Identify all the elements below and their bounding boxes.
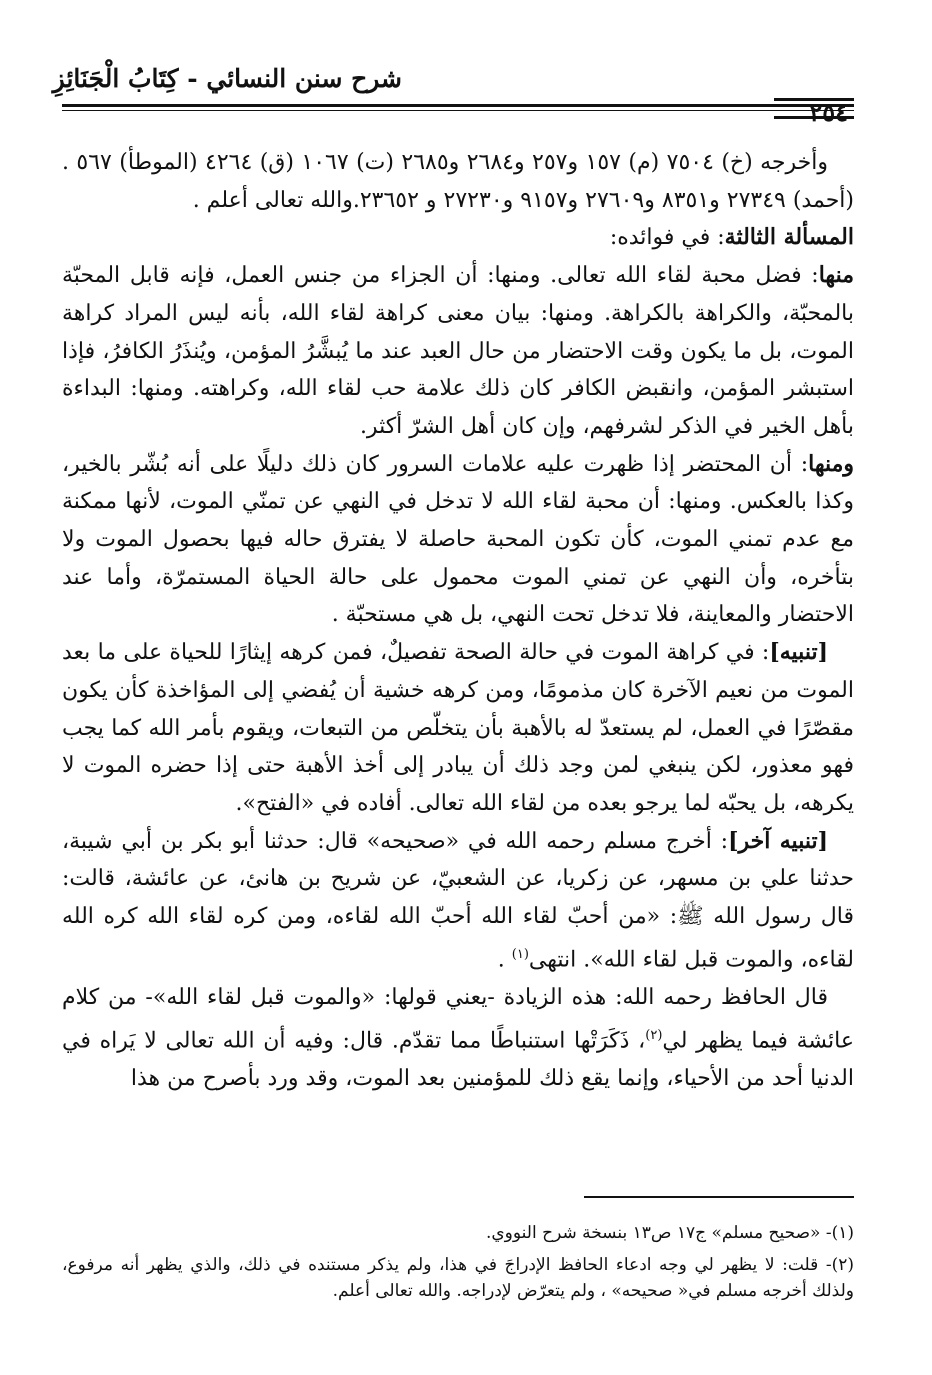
footnote-ref: (٢) [645, 1027, 663, 1043]
paragraph-masala [62, 219, 854, 257]
footnote-2: (٢)- قلت: لا يظهر لي وجه ادعاء الحافظ الإدراجَ في هذا، ولم يذكر مستنده في ذلك، والذي يظهر أنه مرفوع، ولذلك أخرجه مسلم في« صحيحه» ، ولم يتعرّض لإدراجه. والله تعالى أعلم. [62, 1255, 854, 1301]
paragraph-text-end: . [497, 947, 512, 973]
body-text [62, 144, 854, 1097]
book-page [52, 58, 855, 1338]
paragraph-tanbih-akhar [62, 823, 854, 979]
paragraph-hafiz [62, 979, 854, 1097]
footnote-1: (١)- «صحيح مسلم» ج١٧ ص١٣ بنسخة شرح النووي. [485, 1223, 854, 1243]
lead-word: [تنبيه] [769, 639, 828, 666]
paragraph-takhrij: وأخرجه (خ) ٧٥٠٤ (م) ١٥٧ و٢٥٧ و٢٦٨٤ و٢٦٨٥ (ت) ١٠٦٧ (ق) ٤٢٦٤ (الموطأ) ٥٦٧ . (أحمد) ٢٧٣٤٩ و٨٣٥١ و٢٧٦٠٩ و٩١٥٧ و٢٧٢٣٠ و ٢٣٦٥٢.والله تعالى أعلم . [62, 150, 854, 213]
footnote-separator [584, 1196, 854, 1198]
header-rule-thin [62, 110, 854, 111]
paragraph-text: : أخرج مسلم رحمه الله في «صحيحه» قال: حدثنا أبو بكر بن أبي شيبة، حدثنا علي بن مسهر، عن زكريا، عن الشعبيّ، عن شريح بن هانئ، عن عائشة، قالت: قال رسول الله ﷺ: «من أحبّ لقاء الله أحبّ الله لقاءه، ومن كره لقاء الله كره الله لقاءه، والموت قبل لقاء الله». انتهى [62, 828, 854, 973]
header-rule [62, 104, 854, 107]
paragraph-tanbih [62, 634, 854, 823]
paragraph-text: : أن المحتضر إذا ظهرت عليه علامات السرور كان ذلك دليلًا على أنه بُشّر بالخير، وكذا بالعكس. ومنها: أن محبة لقاء الله لا تدخل في النهي عن تمنّي الموت، لأنها ممكنة مع عدم تمني الموت، كأن تكون المحبة حاصلة لا يفترق حاله فيها بحصول الموت ولا بتأخره، وأن النهي عن تمني الموت محمول على حالة الحياة المستمرّة، وأما عند الاحتضار والمعاينة، فلا تدخل تحت النهي، بل هي مستحبّة . [62, 451, 854, 628]
section-heading-rest: : في فوائده: [609, 225, 725, 251]
running-title: شرح سنن النسائي - كِتَابُ الْجَنَائِزِ [52, 64, 402, 93]
lead-word: [تنبيه آخر] [728, 827, 829, 854]
page-number: ٢٥٤ [809, 98, 848, 127]
section-heading: المسألة الثالثة [724, 224, 854, 251]
paragraph-text: قال الحافظ رحمه الله: هذه الزيادة -يعني قولها: «والموت قبل لقاء الله»- من كلام عائشة فيما يظهر لي [62, 984, 855, 1053]
paragraph-text: : في كراهة الموت في حالة الصحة تفصيلٌ، فمن كرهه إيثارًا للحياة على ما بعد الموت من نعيم الآخرة كان مذمومًا، ومن كرهه خشية أن يُفضي إلى المؤاخذة كأن يكون مقصّرًا في العمل، لم يستعدّ له بالأهبة بأن يتخلّص من التبعات، ويقوم بأمر الله كما يجب فهو معذور، لكن ينبغي لمن وجد ذلك أن يبادر إلى أخذ الأهبة حتى إذا حضره الموت لا يكرهه، بل يحبّه لما يرجو بعده من لقاء الله تعالى. أفاده في «الفتح». [62, 640, 854, 816]
paragraph-benefits-1 [62, 257, 854, 446]
footnote-ref: (١) [511, 946, 529, 962]
paragraph-text-end: ، ذَكَرَتْها استنباطًا مما تقدّم. قال: وفيه أن الله تعالى لا يَراه في الدنيا أحد من الأحياء، وإنما يقع ذلك للمؤمنين بعد الموت، وقد ورد بأصرح من هذا [62, 1027, 854, 1091]
page-header [52, 58, 854, 130]
footnotes [62, 1220, 854, 1310]
paragraph-text: : فضل محبة لقاء الله تعالى. ومنها: أن الجزاء من جنس العمل، فإنه قابل المحبّة بالمحبّة، والكراهة بالكراهة. ومنها: بيان معنى كراهة لقاء الله، بأنه ليس المراد كراهة الموت، بل ما يكون وقت الاحتضار من حال العبد عند ما يُبشَّرُ المؤمن، ويُنذَرُ الكافرُ، فإذا استبشر المؤمن، وانقبض الكافر كان ذلك علامة حب لقاء الله، وكراهته. ومنها: البداءة بأهل الخير في الذكر لشرفهم، وإن كان أهل الشرّ أكثر. [62, 263, 854, 439]
paragraph-benefits-2 [62, 446, 854, 635]
lead-word: ومنها [808, 450, 854, 477]
lead-word: منها [818, 262, 854, 289]
